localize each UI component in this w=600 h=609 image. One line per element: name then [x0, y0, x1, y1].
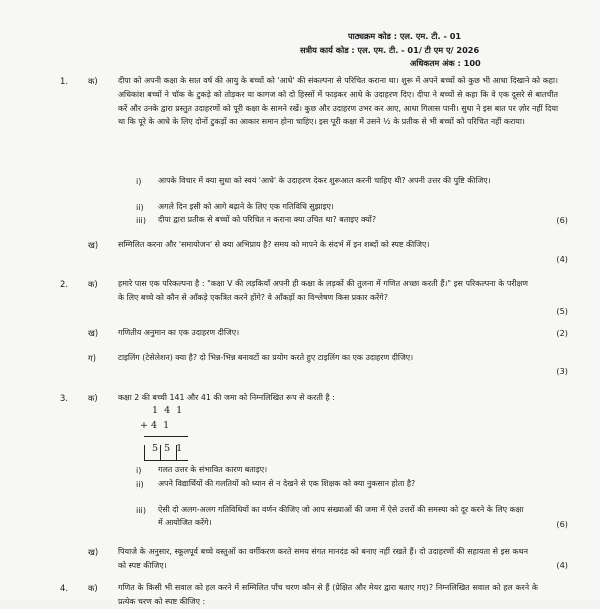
q2-b-label: ख) [88, 328, 99, 338]
q2-a-marks: (5) [556, 306, 568, 316]
q1-a-text: दीपा को अपनी कक्षा के सात वर्ष की आयु के बच्चों को 'आधे' की संकल्पना से परिचित कराना था। शुरू में अपने बच्चों को कुछ भी आधा दिखाने को कहा। अधिकांश बच्चों ने चॉक के टुकड़े को तोड़कर या कागज को दो हिस्सों में फाड़कर आधे के उदाहरण दिए। दीपा ने बच्चों से कहा कि वे एक दूसरे से बातचीत करें और उनके द्वारा प्रस्तुत उदाहरणों को पूरी कक्षा के सामने रखें। कुछ और उदाहरण उभर कर आए, आधा गिलास पानी। सुधा ने इस बात पर ज़ोर नहीं दिया था कि पूरे के आधे के लिए दोनों टुकड़ों का आकार समान होना चाहिए। इस पूरी कक्षा में उसने ½ के प्रतीक से भी बच्चों को परिचित नहीं कराया। [118, 76, 558, 127]
course-code: पाठ्यक्रम कोड : एल. एम. टी. - 01 [348, 31, 462, 41]
q4-a-label: क) [88, 583, 98, 593]
assignment-code: सत्रीय कार्य कोड : एल. एम. टी. - 01/ टी एम ए/ 2026 [300, 44, 480, 55]
q1-a-ii-text: अगले दिन इसी को आगे बढ़ाने के लिए एक गतिविधि सुझाइए। [158, 202, 334, 211]
q2-a-label: क) [88, 279, 98, 289]
sum-row-3: 5 5 1 [152, 443, 183, 454]
q3-b-text: पियाजे के अनुसार, स्कूलपूर्व बच्चे वस्तुओं का वर्गीकरण करते समय संगत मानदंड को बनाए नहीं रखते हैं। दो उदाहरणों की सहायता से इस कथन को स्पष्ट कीजिए। [118, 547, 528, 570]
q2-b-marks: (2) [556, 328, 568, 338]
question-2-number: 2. [60, 279, 68, 289]
sum-row-2: + 4 1 [140, 420, 170, 431]
q1-b-marks: (4) [556, 254, 568, 264]
q1-a-i-label: i) [136, 176, 142, 186]
q3-a-label: क) [88, 393, 98, 403]
q2-c-text: टाइलिंग (टेसेलेशन) क्या है? दो भिन्न-भिन्न बनावटों का प्रयोग करते हुए टाइलिंग का एक उदाहरण दीजिए। [118, 353, 414, 362]
question-4-number: 4. [60, 583, 68, 593]
q3-b-label: ख) [88, 547, 99, 557]
sum-cell-divider [144, 445, 145, 460]
q3-a-ii-text: अपने विद्यार्थियों की गलतियों को ध्यान से न देखने से एक शिक्षक को क्या नुकसान होता है? [158, 479, 416, 488]
q3-a-iii-text: ऐसी दो अलग-अलग गतिविधियों का वर्णन कीजिए जो आप संख्याओं की जमा में ऐसे उत्तरों की समस्या को दूर करने के लिए कक्षा में आयोजित करेंगे। [158, 505, 524, 527]
sum-rule-top [144, 436, 188, 437]
q1-a-i-text: आपके विचार में क्या सुधा को स्वयं 'आधे' के उदाहरण देकर शुरूआत करनी चाहिए थी? अपनी उत्तर की पुष्टि कीजिए। [158, 176, 491, 185]
q1-b-label: ख) [88, 240, 99, 250]
sum-rule-bottom [144, 460, 188, 461]
assignment-header [300, 30, 580, 71]
q1-a-iii-label: iii) [136, 215, 147, 225]
q1-a-label: क) [88, 76, 98, 86]
q3-a-i-text: गलत उत्तर के संभावित कारण बताइए। [158, 465, 268, 474]
q2-a-text: हमारे पास एक परिकल्पना है : "कक्षा V की लड़कियाँ अपनी ही कक्षा के लड़कों की तुलना में गणित अच्छा करती हैं।" इस परिकल्पना के परीक्षण के लिए बच्चे को कौन से आँकड़े एकत्रित करने होंगे? वे आँकड़ों का विश्लेषण किस प्रकार करेंगे? [118, 279, 528, 302]
q3-a-marks: (6) [556, 519, 568, 529]
question-1-number: 1. [60, 76, 68, 86]
sum-cell-divider [160, 445, 161, 460]
q3-a-text: कक्षा 2 की बच्ची 141 और 41 की जमा को निम्नलिखित रूप से करती है : [118, 393, 335, 402]
max-marks: अधिकतम अंक : 100 [410, 58, 481, 68]
q3-a-iii-label: iii) [136, 505, 147, 515]
sum-row-1: 1 4 1 [152, 405, 183, 416]
q2-c-marks: (3) [556, 366, 568, 376]
q2-b-text: गणितीय अनुमान का एक उदाहरण दीजिए। [118, 328, 240, 337]
q4-a-text: गणित के किसी भी सवाल को हल करने में सम्मिलित पाँच चरण कौन से हैं (प्रेक्षित और मेयर द्वारा बताए गए)? निम्नलिखित सवाल को हल करने के प्रत्येक चरण को स्पष्ट कीजिए : [118, 583, 538, 606]
q1-a-ii-label: ii) [136, 202, 144, 212]
q1-a-iii-text: दीपा द्वारा प्रतीक से बच्चों को परिचित न कराना क्या उचित था? बताइए क्यों? [158, 215, 377, 224]
question-3-number: 3. [60, 393, 68, 403]
sum-cell-divider [176, 445, 177, 460]
q1-a-marks: (6) [556, 215, 568, 225]
q3-b-marks: (4) [556, 560, 568, 570]
q3-a-ii-label: ii) [136, 479, 144, 489]
q2-c-label: ग) [88, 353, 96, 363]
q1-b-text: सम्मिलित करना और 'समायोजन' से क्या अभिप्राय है? समय को मापने के संदर्भ में इन शब्दों को स्पष्ट कीजिए। [118, 240, 430, 249]
q3-a-i-label: i) [136, 465, 142, 475]
